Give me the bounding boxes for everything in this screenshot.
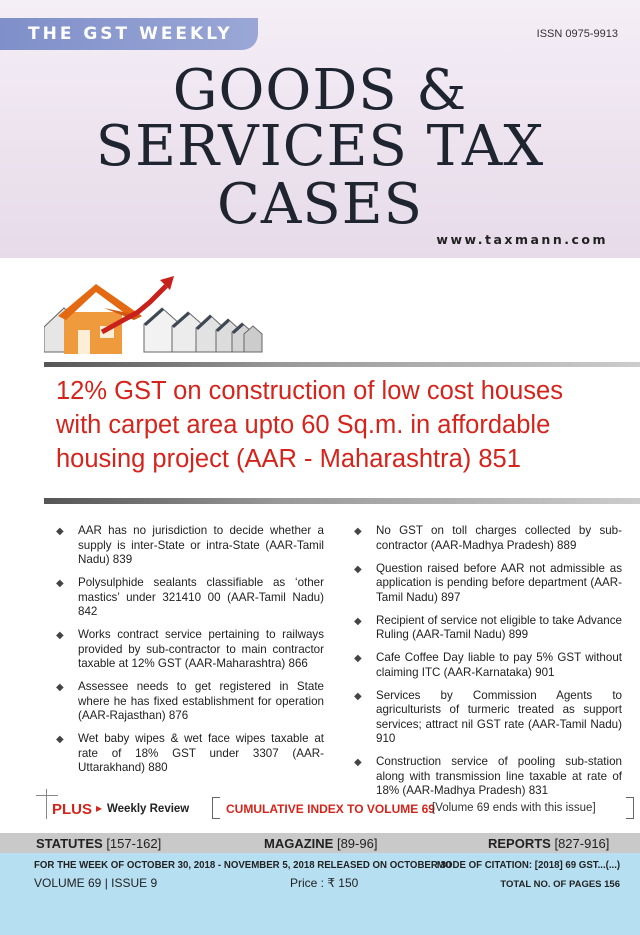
list-item [52, 680, 324, 724]
case-summary: Assessee needs to get registered in State where he has fixed establishment for operation (AAR-Rajasthan) 876 [78, 680, 324, 722]
diamond-bullet-icon: ◆ [354, 757, 362, 768]
case-summary: Cafe Coffee Day liable to pay 5% GST without claiming ITC (AAR-Karnataka) 901 [376, 651, 622, 679]
list-item [350, 614, 622, 643]
citation-mode: MODE OF CITATION: [2018] 69 GST...(...) [436, 859, 620, 871]
list-item [52, 576, 324, 620]
statutes-label: STATUTES [36, 836, 103, 851]
title-line-1: GOODS & [172, 58, 468, 123]
case-summary: Construction service of pooling sub-station along with transmission line taxable at rate of 18% (AAR-Madhya Pradesh) 831 [376, 755, 622, 797]
list-item [52, 524, 324, 568]
release-week: FOR THE WEEK OF OCTOBER 30, 2018 - NOVEMBER 5, 2018 RELEASED ON OCTOBER 30 [34, 859, 452, 871]
reports-section [488, 836, 609, 851]
headline-line-3: housing project (AAR - Maharashtra) 851 [56, 445, 521, 473]
cumulative-index-label: CUMULATIVE INDEX TO VOLUME 69 [226, 802, 435, 816]
diamond-bullet-icon: ◆ [354, 690, 362, 702]
issn-number: ISSN 0975-9913 [536, 28, 618, 40]
diamond-bullet-icon: ◆ [56, 734, 64, 745]
divider-bottom [44, 498, 640, 504]
case-summary: AAR has no jurisdiction to decide whether a supply is inter-State or intra-State (AAR-Tamil Nadu) 839 [78, 524, 324, 566]
cover-headline [56, 374, 626, 476]
list-item [350, 689, 622, 747]
list-item [52, 732, 324, 776]
case-summary: Recipient of service not eligible to take Advance Ruling (AAR-Tamil Nadu) 899 [376, 613, 622, 641]
list-item [52, 628, 324, 672]
series-name: THE GST WEEKLY [28, 24, 233, 44]
list-item [350, 651, 622, 680]
website-url: www.taxmann.com [436, 232, 608, 247]
left-case-list [52, 524, 324, 784]
crosshair-vertical [46, 789, 47, 819]
case-summary: Services by Commission Agents to agriculturists of turmeric treated as support services; attract nil GST rate (AAR-Tamil Nadu) 910 [376, 688, 622, 745]
plus-row [36, 793, 636, 823]
diamond-bullet-icon: ◆ [354, 653, 362, 664]
case-summary: Wet baby wipes & wet face wipes taxable at rate of 18% GST under 3307 (AAR-Uttarakhand) 880 [78, 732, 324, 774]
case-summary: Works contract service pertaining to railways provided by sub-contractor to main contractor taxable at 12% GST (AAR-Maharashtra) 866 [78, 628, 324, 670]
diamond-bullet-icon: ◆ [354, 615, 362, 627]
headline-line-1: 12% GST on construction of low cost houses [56, 377, 563, 405]
case-summary: No GST on toll charges collected by sub-contractor (AAR-Madhya Pradesh) 889 [376, 524, 622, 552]
reports-pages: [827-916] [554, 836, 610, 851]
title-line-3: CASES [217, 172, 423, 237]
diamond-bullet-icon: ◆ [354, 526, 362, 537]
houses-illustration [44, 272, 264, 362]
diamond-bullet-icon: ◆ [354, 563, 362, 575]
volume-note: [Volume 69 ends with this issue] [432, 802, 596, 814]
diamond-bullet-icon: ◆ [56, 578, 64, 589]
divider-top [44, 362, 640, 367]
weekly-review-label: Weekly Review [107, 803, 190, 815]
play-arrow-icon: ▸ [96, 801, 103, 815]
case-summary: Question raised before AAR not admissible as application is pending before department (AAR-Tamil Nadu) 897 [376, 561, 622, 604]
bracket-right [626, 797, 634, 819]
list-item [350, 524, 622, 553]
title-line-2: SERVICES TAX [95, 114, 545, 179]
volume-issue: VOLUME 69 | ISSUE 9 [34, 876, 158, 890]
diamond-bullet-icon: ◆ [56, 526, 64, 537]
statutes-pages: [157-162] [106, 836, 162, 851]
bracket-left [212, 797, 220, 819]
price: Price : ₹ 150 [290, 876, 359, 890]
diamond-bullet-icon: ◆ [56, 682, 64, 693]
right-case-list [350, 524, 622, 807]
reports-label: REPORTS [488, 836, 551, 851]
statutes-section [36, 836, 161, 851]
magazine-label: MAGAZINE [264, 836, 334, 851]
magazine-pages: [89-96] [336, 836, 378, 851]
total-pages: TOTAL NO. OF PAGES 156 [500, 879, 620, 890]
case-summary: Polysulphide sealants classifiable as ‘other mastics’ under 321410 00 (AAR-Tamil Nadu) 842 [78, 576, 324, 618]
plus-label: PLUS [52, 801, 93, 818]
list-item [350, 562, 622, 606]
magazine-section [264, 836, 377, 851]
headline-line-2: with carpet area upto 60 Sq.m. in affordable [56, 411, 551, 439]
crosshair-horizontal [36, 795, 58, 796]
list-item [350, 755, 622, 799]
diamond-bullet-icon: ◆ [56, 630, 64, 641]
